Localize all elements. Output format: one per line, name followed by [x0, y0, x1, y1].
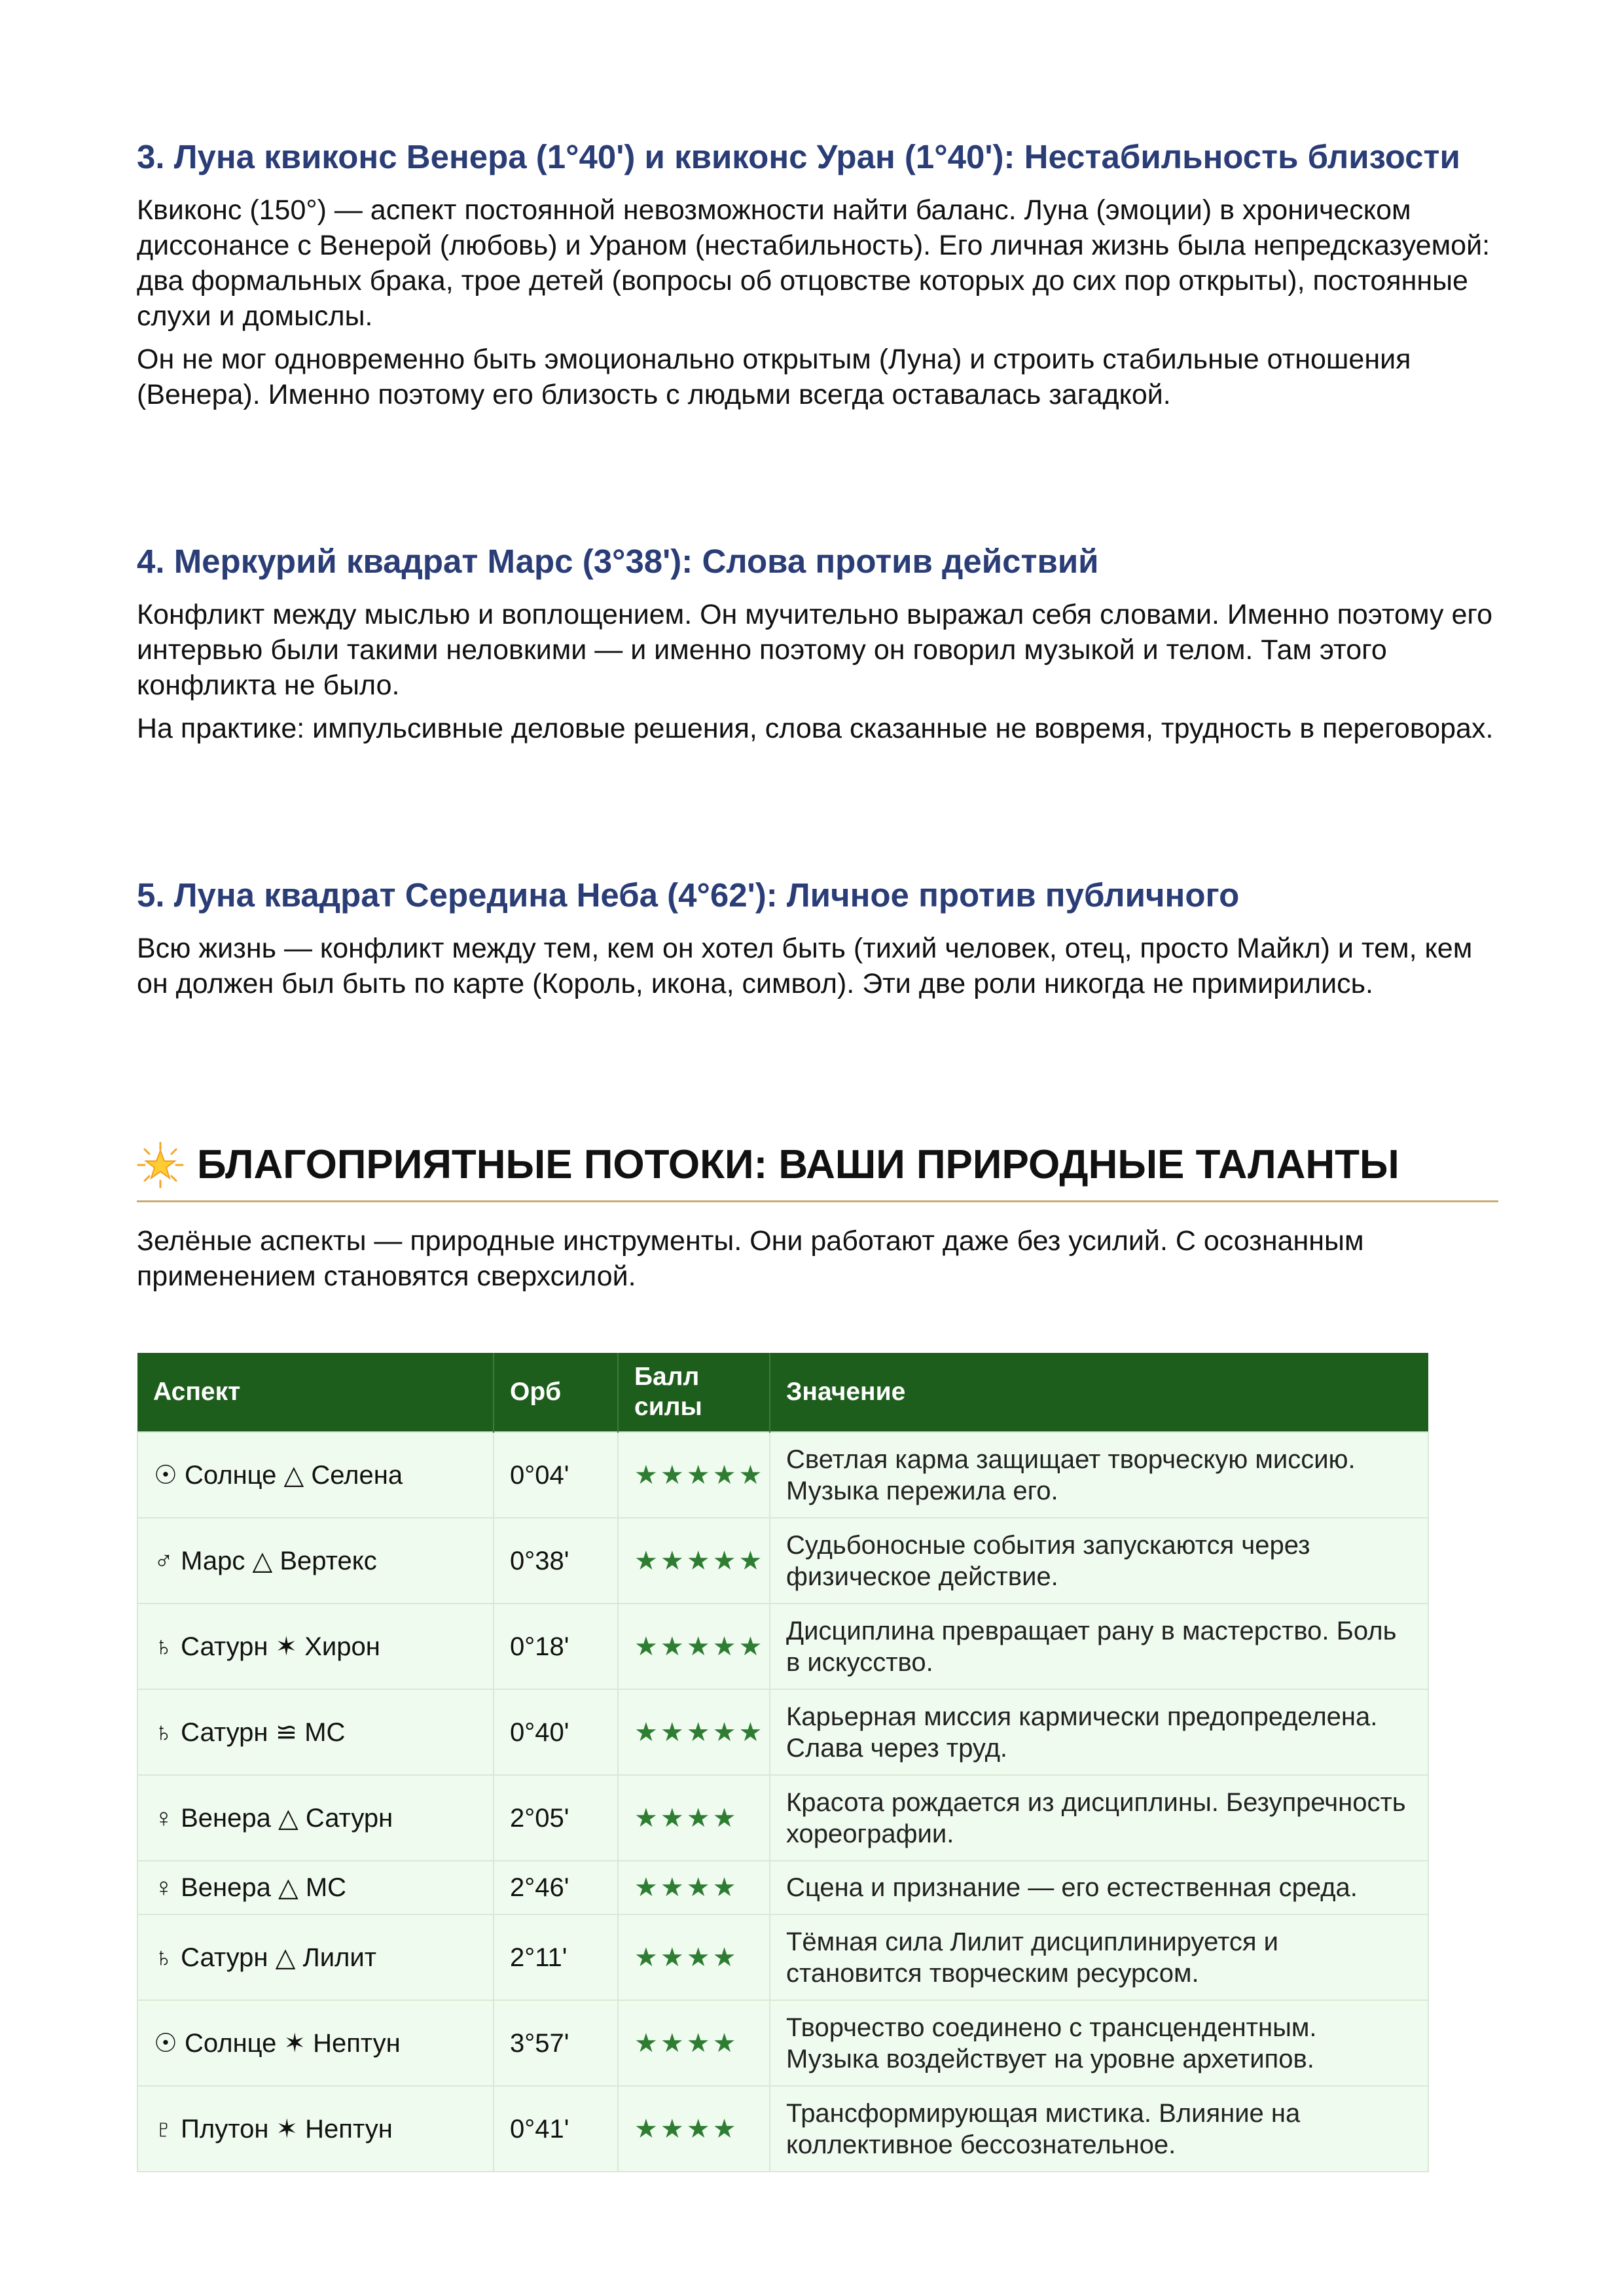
cell-meaning: Сцена и признание — его естественная среда. [770, 1861, 1428, 1914]
cell-orb: 3°57' [494, 2000, 618, 2086]
favorable-heading-text: БЛАГОПРИЯТНЫЕ ПОТОКИ: ВАШИ ПРИРОДНЫЕ ТАЛАНТЫ [197, 1142, 1399, 1187]
cell-aspect: ☉ Солнце ✶ Нептун [137, 2000, 494, 2086]
glowing-star-icon [137, 1141, 184, 1189]
cell-aspect: ♄ Сатурн △ Лилит [137, 1914, 494, 2000]
header-strength: Балл силы [618, 1353, 770, 1432]
table-header-row [137, 1353, 1428, 1432]
table-row [137, 1518, 1428, 1604]
section-moon-square-mc [137, 874, 1498, 1001]
cell-stars: ★★★★ [618, 1775, 770, 1861]
cell-meaning: Трансформирующая мистика. Влияние на коллективное бессознательное. [770, 2086, 1428, 2172]
cell-meaning: Дисциплина превращает рану в мастерство. Боль в искусство. [770, 1604, 1428, 1689]
section-paragraph: Всю жизнь — конфликт между тем, кем он хотел быть (тихий человек, отец, просто Майкл) и тем, кем он должен был быть по карте (Король, икона, символ). Эти две роли никогда не примирились. [137, 933, 1473, 999]
cell-meaning: Карьерная миссия кармически предопределена. Слава через труд. [770, 1689, 1428, 1775]
section-paragraph: Он не мог одновременно быть эмоционально открытым (Луна) и строить стабильные отношения (Венера). Именно поэтому его близость с людьми всегда оставалась загадкой. [137, 344, 1411, 410]
cell-stars: ★★★★ [618, 1914, 770, 2000]
cell-aspect: ♀ Венера △ Сатурн [137, 1775, 494, 1861]
cell-orb: 0°18' [494, 1604, 618, 1689]
cell-meaning: Красота рождается из дисциплины. Безупречность хореографии. [770, 1775, 1428, 1861]
table-row [137, 1775, 1428, 1861]
favorable-section [137, 1138, 1498, 1294]
cell-aspect: ☉ Солнце △ Селена [137, 1432, 494, 1518]
cell-stars: ★★★★ [618, 1861, 770, 1914]
cell-orb: 0°40' [494, 1689, 618, 1775]
header-orb: Орб [494, 1353, 618, 1432]
cell-stars: ★★★★★ [618, 1689, 770, 1775]
table-row [137, 1604, 1428, 1689]
section-moon-quincunx [137, 136, 1498, 412]
header-meaning: Значение [770, 1353, 1428, 1432]
cell-orb: 2°46' [494, 1861, 618, 1914]
table-row [137, 1689, 1428, 1775]
cell-aspect: ♄ Сатурн ≌ МС [137, 1689, 494, 1775]
section-mercury-square-mars [137, 541, 1498, 746]
table-row [137, 1861, 1428, 1914]
section-paragraph: Квиконс (150°) — аспект постоянной невозможности найти баланс. Луна (эмоции) в хроническом диссонансе с Венерой (любовь) и Ураном (нестабильность). Его личная жизнь была непредсказуемой: два формальных брака, трое детей (вопросы об отцовстве которых до сих пор открыты), постоянные слухи и домыслы. [137, 194, 1490, 332]
cell-orb: 0°04' [494, 1432, 618, 1518]
cell-meaning: Творчество соединено с трансцендентным. Музыка воздействует на уровне архетипов. [770, 2000, 1428, 2086]
cell-stars: ★★★★★ [618, 1604, 770, 1689]
section-title: 5. Луна квадрат Середина Неба (4°62'): Личное против публичного [137, 876, 1240, 914]
table-row [137, 2086, 1428, 2172]
header-aspect: Аспект [137, 1353, 494, 1432]
favorable-aspects-table [137, 1353, 1429, 2172]
favorable-heading [137, 1138, 1498, 1202]
cell-aspect: ♇ Плутон ✶ Нептун [137, 2086, 494, 2172]
section-title: 4. Меркурий квадрат Марс (3°38'): Слова против действий [137, 543, 1099, 580]
cell-orb: 0°41' [494, 2086, 618, 2172]
cell-orb: 0°38' [494, 1518, 618, 1604]
table-row [137, 1432, 1428, 1518]
table-row [137, 2000, 1428, 2086]
cell-stars: ★★★★★ [618, 1518, 770, 1604]
cell-stars: ★★★★★ [618, 1432, 770, 1518]
cell-aspect: ♂ Марс △ Вертекс [137, 1518, 494, 1604]
cell-stars: ★★★★ [618, 2000, 770, 2086]
table-row [137, 1914, 1428, 2000]
cell-orb: 2°05' [494, 1775, 618, 1861]
cell-meaning: Тёмная сила Лилит дисциплинируется и становится творческим ресурсом. [770, 1914, 1428, 2000]
cell-stars: ★★★★ [618, 2086, 770, 2172]
favorable-intro: Зелёные аспекты — природные инструменты. Они работают даже без усилий. С осознанным применением становятся сверхсилой. [137, 1225, 1364, 1292]
cell-aspect: ♀ Венера △ МС [137, 1861, 494, 1914]
cell-aspect: ♄ Сатурн ✶ Хирон [137, 1604, 494, 1689]
cell-meaning: Светлая карма защищает творческую миссию. Музыка пережила его. [770, 1432, 1428, 1518]
section-paragraph: Конфликт между мыслью и воплощением. Он мучительно выражал себя словами. Именно поэтому его интервью были такими неловкими — и именно поэтому он говорил музыкой и телом. Там этого конфликта не было. [137, 599, 1493, 701]
section-paragraph: На практике: импульсивные деловые решения, слова сказанные не вовремя, трудность в переговорах. [137, 713, 1494, 744]
cell-orb: 2°11' [494, 1914, 618, 2000]
section-title: 3. Луна квиконс Венера (1°40') и квиконс Уран (1°40'): Нестабильность близости [137, 138, 1460, 175]
cell-meaning: Судьбоносные события запускаются через физическое действие. [770, 1518, 1428, 1604]
